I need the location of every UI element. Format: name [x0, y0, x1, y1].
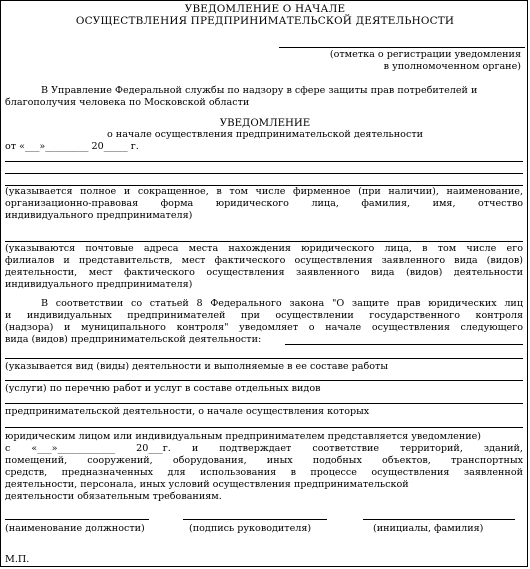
registration-line [279, 47, 525, 48]
registration-note-line1: (отметка о регистрации уведомления [329, 49, 521, 60]
activity-note-line3: предпринимательской деятельности, о начале осуществления которых [5, 406, 370, 417]
signature-line-signature [183, 519, 327, 520]
address-note-line: (указываются почтовые адреса места нахождения юридического лица, в том числе его [5, 243, 523, 254]
addressee-line1: В Управление Федеральной службы по надзору в сфере защиты прав потребителей и [41, 85, 478, 96]
fill-line [5, 380, 523, 381]
initials-label: (инициалы, фамилия) [373, 523, 484, 534]
document-title-line2: ОСУЩЕСТВЛЕНИЯ ПРЕДПРИНИМАТЕЛЬСКОЙ ДЕЯТЕЛЬНОСТИ [75, 15, 455, 27]
registration-note-line2: в уполномоченном органе) [383, 61, 521, 72]
confirm-paragraph-line: юридическим лицом или индивидуальным предпринимателем представляется уведомление) [5, 431, 482, 442]
confirm-paragraph-line: деятельности обязательным требованиям. [5, 491, 222, 502]
fill-line [285, 344, 523, 345]
name-note-line: организационно-правовая форма юридического лица, фамилия, имя, отчество [5, 198, 523, 209]
activity-note-line1: (указывается вид (виды) деятельности и выполняемые в ее составе работы [5, 361, 388, 372]
stamp-label: М.П. [5, 554, 30, 565]
fill-line [5, 358, 523, 359]
notice-subtitle: о начале осуществления предпринимательской деятельности [106, 129, 424, 140]
law-paragraph-line: и индивидуальных предпринимателей при осуществлении государственного контроля [5, 310, 523, 321]
confirm-paragraph-line: помещений, сооружений, оборудования, иных подобных объектов, транспортных [5, 455, 523, 466]
fill-line [5, 161, 523, 162]
fill-line [5, 173, 523, 174]
signature-line-position [5, 519, 149, 520]
activity-note-line2: (услуги) по перечню работ и услуг в составе отдельных видов [5, 383, 321, 394]
confirm-paragraph-line: с «___»____________ 20___г. и подтверждает соответствие территорий, зданий, [5, 443, 523, 454]
addressee-line2: благополучия человека по Московской области [5, 97, 250, 108]
confirm-paragraph-line: деятельности, персонала, иных условий осуществления предпринимательской [5, 479, 409, 490]
document-title-line1: УВЕДОМЛЕНИЕ О НАЧАЛЕ [184, 3, 346, 15]
law-paragraph-line: (надзора) и муниципального контроля" уведомляет о начале осуществления следующего [5, 322, 523, 333]
name-note-line: индивидуального предпринимателя) [5, 210, 193, 221]
signature-label: (подпись руководителя) [189, 523, 312, 534]
law-paragraph-line: вида (видов) предпринимательской деятельности: [5, 334, 262, 345]
address-note-line: индивидуального предпринимателя) [5, 279, 193, 290]
position-label: (наименование должности) [5, 523, 145, 534]
fill-line [5, 241, 523, 242]
fill-line [5, 427, 523, 428]
fill-line [5, 403, 523, 404]
signature-line-initials [363, 519, 515, 520]
confirm-paragraph-line: средств, предназначенных для использования в процессе осуществления заявленной [5, 467, 523, 478]
notice-title: УВЕДОМЛЕНИЕ [219, 118, 311, 129]
law-paragraph-line: В соответствии со статьей 8 Федерального закона "О защите прав юридических лиц [41, 298, 523, 309]
name-note-line: (указывается полное и сокращенное, в том числе фирменное (при наличии), наименование, [5, 186, 523, 197]
notice-date-line: от «___»_________ 20_____ г. [5, 141, 139, 152]
address-note-line: филиалов и представительств, мест фактического осуществления заявленного вида (видов) [5, 255, 523, 266]
address-note-line: деятельности, мест фактического осуществления заявленного вида (видов) деятельности [5, 267, 523, 278]
